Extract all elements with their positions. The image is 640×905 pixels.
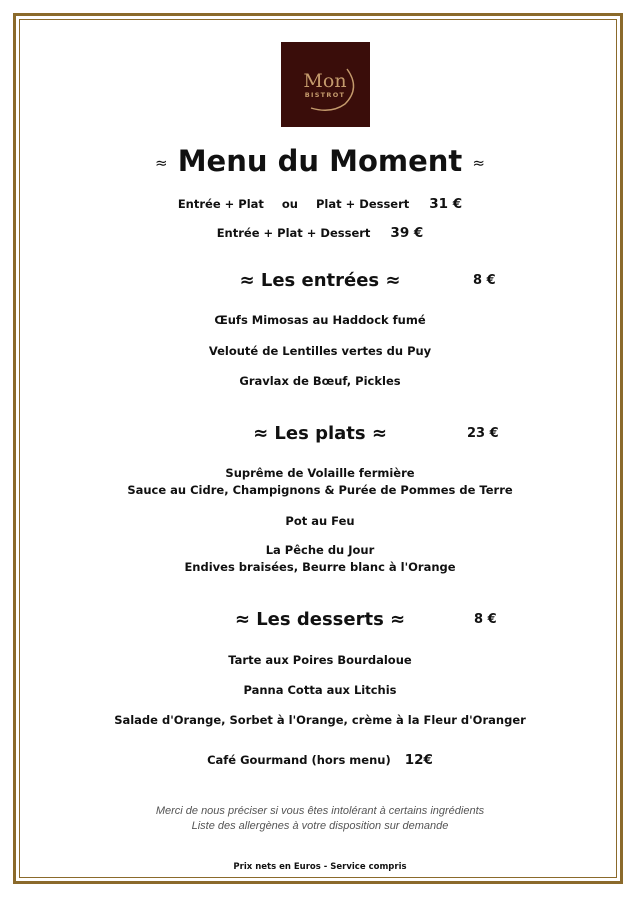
footer-note: Prix nets en Euros - Service compris — [233, 862, 407, 872]
formula-price-2: 39 € — [390, 225, 424, 241]
title-text: Menu du Moment — [177, 144, 463, 178]
section-heading-desserts: ≈ Les desserts ≈ — [234, 609, 406, 630]
formula-option-b: Plat + Dessert — [316, 197, 410, 211]
formula-price-1: 31 € — [429, 196, 463, 212]
menu-item: Œufs Mimosas au Haddock fumé — [214, 313, 426, 327]
menu-item: Salade d'Orange, Sorbet à l'Orange, crème à la Fleur d'Oranger — [114, 713, 526, 727]
section-price-plats: 23 € — [467, 426, 499, 441]
section-heading-entrees: ≈ Les entrées ≈ — [239, 270, 401, 291]
section-price-entrees: 8 € — [473, 273, 496, 288]
formula-or: ou — [281, 197, 298, 211]
logo-word: Mon — [303, 70, 347, 92]
allergy-note: Merci de nous préciser si vous êtes intolérant à certains ingrédients — [155, 805, 485, 817]
menu-item: Pot au Feu — [285, 514, 355, 528]
menu-item: Panna Cotta aux Litchis — [243, 683, 397, 697]
allergen-list-note: Liste des allergènes à votre disposition sur demande — [191, 820, 449, 832]
menu-item: Suprême de Volaille fermière — [225, 466, 415, 480]
logo-subtitle: BISTROT — [304, 91, 346, 99]
mon-bistrot-logo — [281, 42, 370, 127]
title-prefix: ≈ — [155, 154, 168, 172]
formula-line-1 — [0, 196, 640, 212]
cafe-price: 12€ — [404, 752, 433, 768]
menu-item-detail: Endives braisées, Beurre blanc à l'Orange — [184, 560, 456, 574]
menu-item: La Pêche du Jour — [265, 543, 375, 557]
menu-item: Tarte aux Poires Bourdaloue — [228, 653, 412, 667]
page-title — [0, 143, 640, 181]
title-suffix: ≈ — [472, 154, 485, 172]
menu-item: Velouté de Lentilles vertes du Puy — [208, 344, 432, 358]
menu-item: Gravlax de Bœuf, Pickles — [239, 374, 401, 388]
formula-line-2 — [0, 225, 640, 241]
section-heading-plats: ≈ Les plats ≈ — [253, 423, 387, 444]
section-price-desserts: 8 € — [474, 612, 497, 627]
menu-item-detail: Sauce au Cidre, Champignons & Purée de Pommes de Terre — [127, 483, 513, 497]
formula-option-a: Entrée + Plat — [177, 197, 264, 211]
cafe-gourmand-line — [0, 752, 640, 768]
cafe-label: Café Gourmand (hors menu) — [207, 753, 391, 767]
formula-option-full: Entrée + Plat + Dessert — [216, 226, 371, 240]
